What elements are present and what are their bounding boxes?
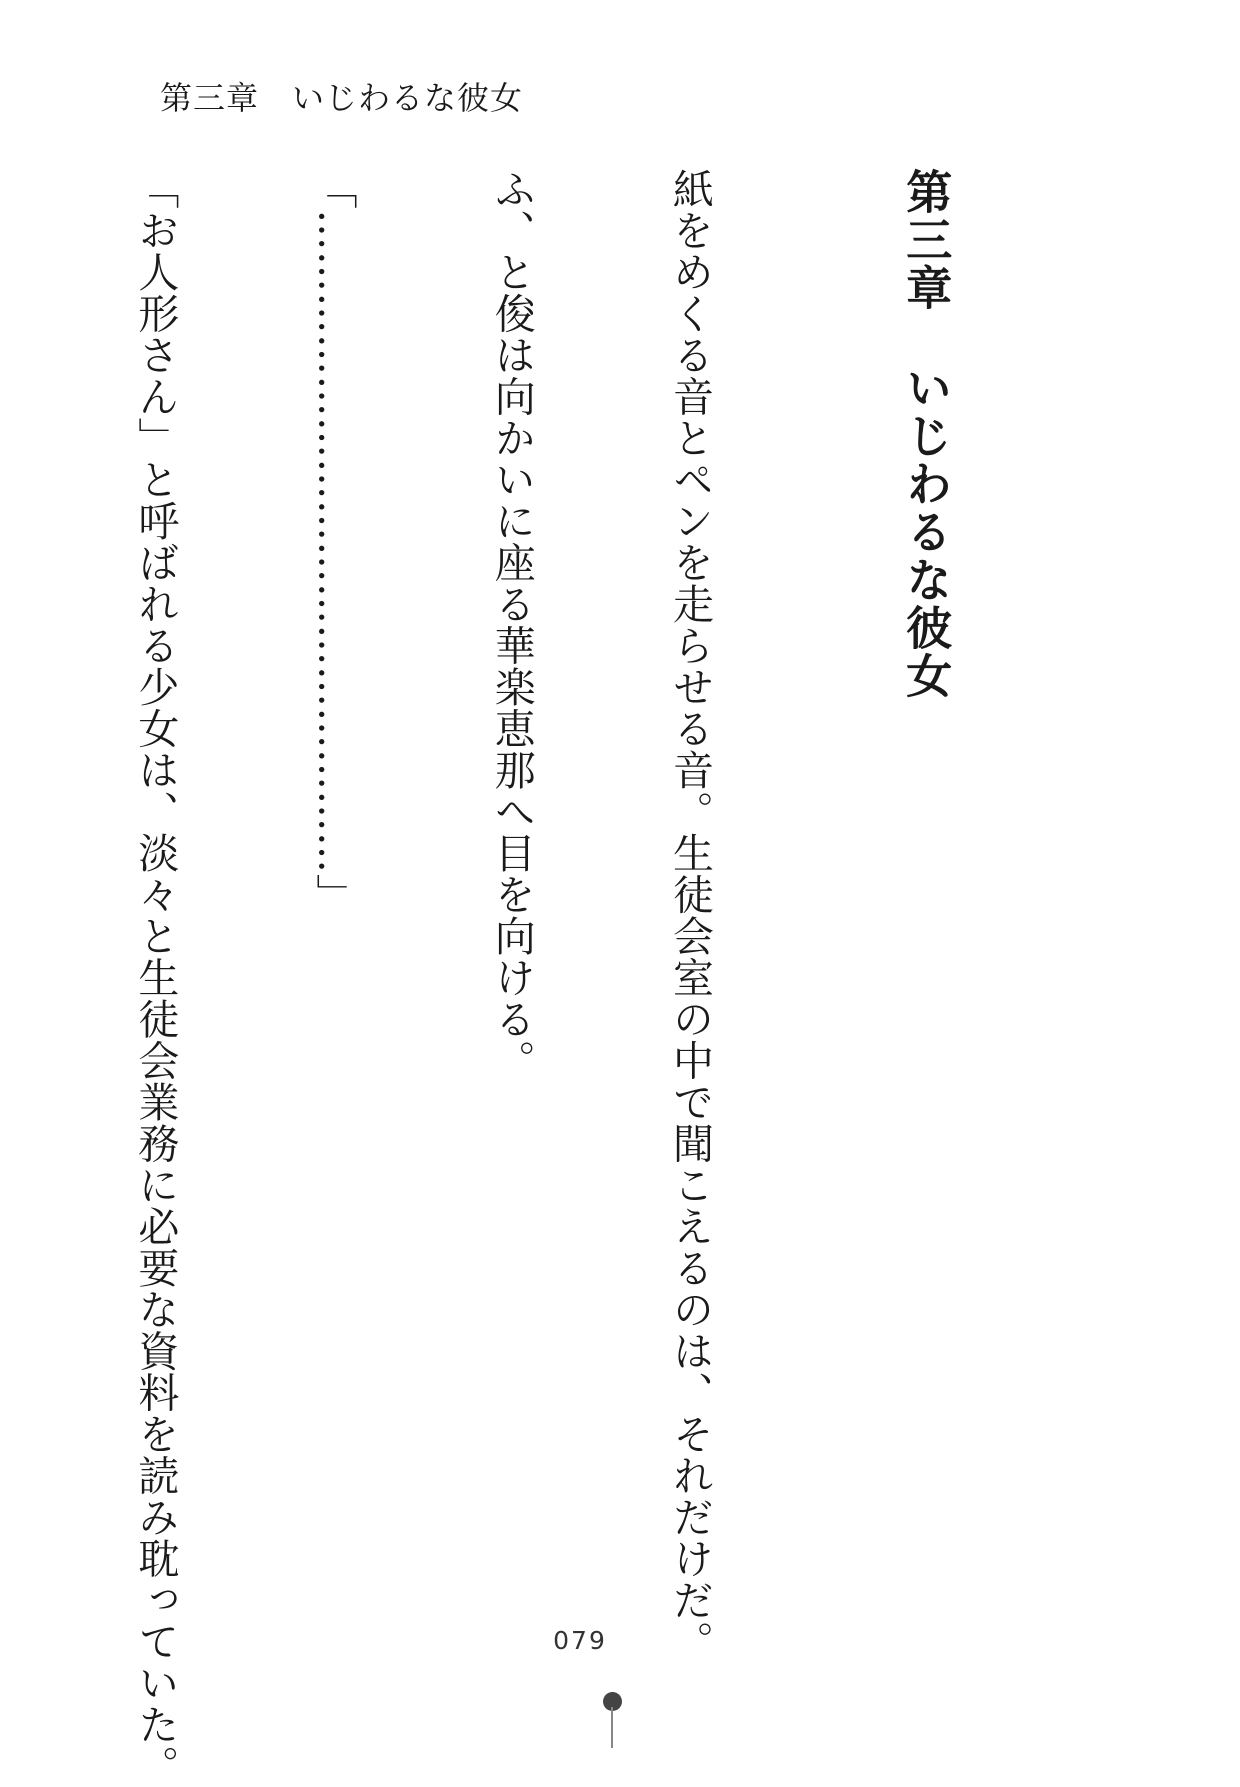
chapter-number: 第三章 xyxy=(899,168,954,312)
page-marker-line xyxy=(611,1707,613,1748)
page-number: 079 xyxy=(553,1626,607,1655)
chapter-title xyxy=(896,168,955,1608)
chapter-name: いじわるな彼女 xyxy=(899,364,954,700)
text-line: 紙をめくる音とペンを走らせる音。生徒会室の中で聞こえるのは、それだけだ。 xyxy=(665,168,714,1662)
running-header: 第三章 いじわるな彼女 xyxy=(160,79,524,117)
text-line: 「…………………………………………」 xyxy=(309,168,358,915)
text-line: 「お人形さん」と呼ばれる少女は、淡々と生徒会業務に必要な資料を読み耽っていた。 xyxy=(131,168,180,1787)
text-line xyxy=(0,168,6,1608)
text-line: ふ、と俊は向かいに座る華楽恵那へ目を向ける。 xyxy=(487,168,536,1081)
